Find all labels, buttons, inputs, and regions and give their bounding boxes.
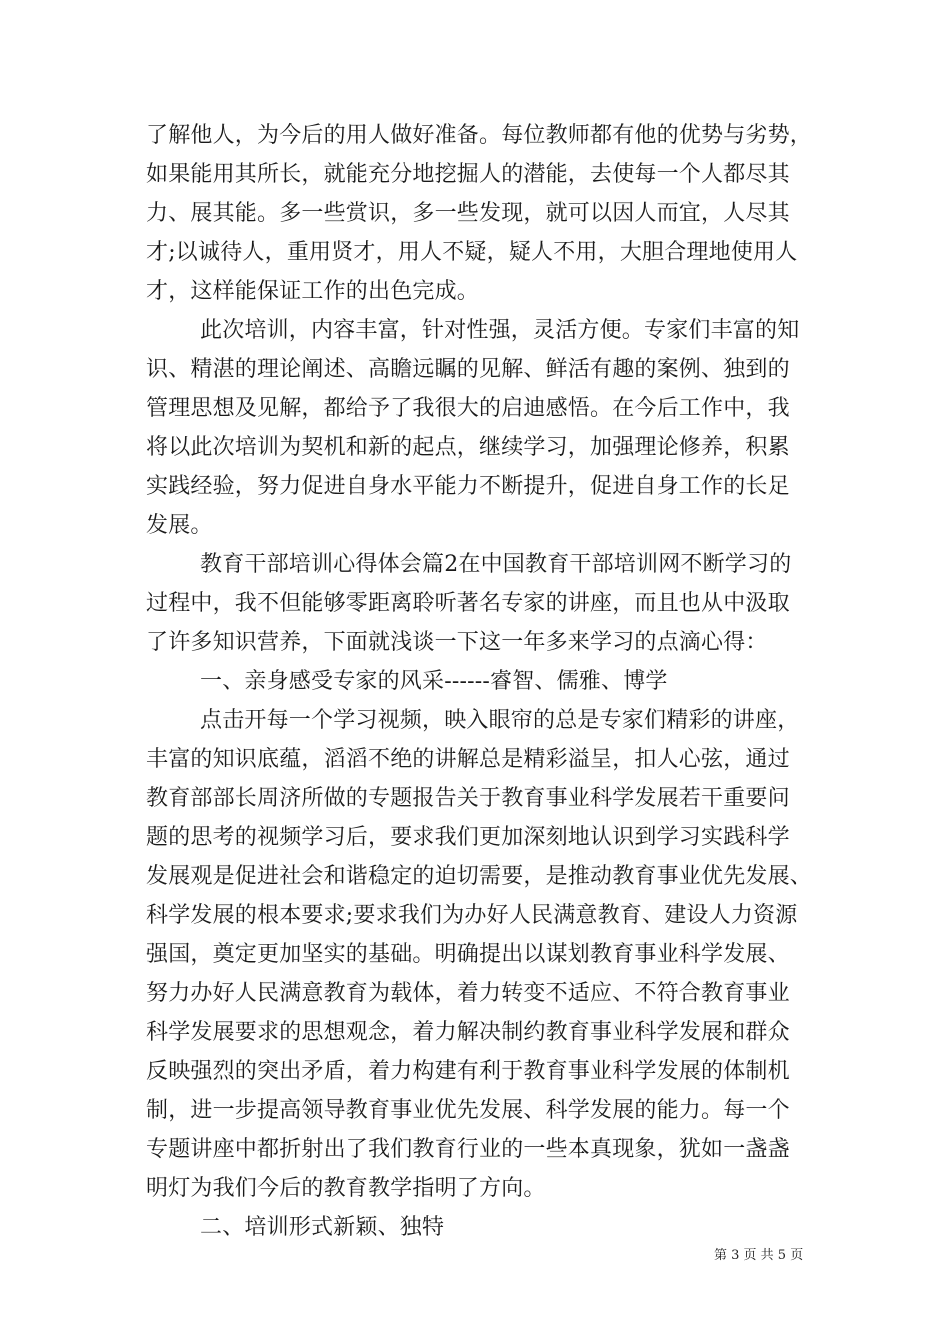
text-line: 过程中，我不但能够零距离聆听著名专家的讲座，而且也从中汲取 (146, 591, 790, 616)
text-line: 才，这样能保证工作的出色完成。 (146, 279, 480, 304)
text-line: 点击开每一个学习视频，映入眼帘的总是专家们精彩的讲座， (200, 708, 800, 733)
text-line: 丰富的知识底蕴，滔滔不绝的讲解总是精彩溢呈，扣人心弦，通过 (146, 747, 790, 772)
text-line: 此次培训，内容丰富，针对性强，灵活方便。专家们丰富的知 (200, 318, 800, 343)
text-line: 科学发展的根本要求;要求我们为办好人民满意教育、建设人力资源 (146, 903, 798, 928)
text-line: 如果能用其所长，就能充分地挖掘人的潜能，去使每一个人都尽其 (146, 162, 790, 187)
text-line: 发展。 (146, 513, 213, 538)
section-heading: 一、亲身感受专家的风采------睿智、儒雅、博学 (200, 669, 668, 694)
text-line: 识、精湛的理论阐述、高瞻远瞩的见解、鲜活有趣的案例、独到的 (146, 357, 790, 382)
text-line: 努力办好人民满意教育为载体，着力转变不适应、不符合教育事业 (146, 981, 790, 1006)
text-line: 了许多知识营养，下面就浅谈一下这一年多来学习的点滴心得： (146, 630, 768, 655)
text-line: 科学发展要求的思想观念，着力解决制约教育事业科学发展和群众 (146, 1020, 790, 1045)
text-line: 题的思考的视频学习后，要求我们更加深刻地认识到学习实践科学 (146, 825, 790, 850)
text-line: 反映强烈的突出矛盾，着力构建有利于教育事业科学发展的体制机 (146, 1059, 790, 1084)
text-line: 将以此次培训为契机和新的起点，继续学习，加强理论修养，积累 (146, 435, 790, 460)
text-line: 管理思想及见解，都给予了我很大的启迪感悟。在今后工作中，我 (146, 396, 790, 421)
text-line: 强国，奠定更加坚实的基础。明确提出以谋划教育事业科学发展、 (146, 942, 790, 967)
text-line: 明灯为我们今后的教育教学指明了方向。 (146, 1176, 546, 1201)
text-line: 教育干部培训心得体会篇2在中国教育干部培训网不断学习的 (200, 552, 792, 577)
text-line: 教育部部长周济所做的专题报告关于教育事业科学发展若干重要问 (146, 786, 790, 811)
text-line: 力、展其能。多一些赏识，多一些发现，就可以因人而宜，人尽其 (146, 201, 790, 226)
text-line: 制，进一步提高领导教育事业优先发展、科学发展的能力。每一个 (146, 1098, 790, 1123)
section-heading: 二、培训形式新颖、独特 (200, 1215, 445, 1240)
page-number: 第 3 页 共 5 页 (714, 1248, 804, 1263)
text-line: 了解他人，为今后的用人做好准备。每位教师都有他的优势与劣势， (146, 123, 813, 148)
text-line: 专题讲座中都折射出了我们教育行业的一些本真现象，犹如一盏盏 (146, 1137, 790, 1162)
text-line: 发展观是促进社会和谐稳定的迫切需要，是推动教育事业优先发展、 (146, 864, 813, 889)
text-line: 实践经验，努力促进自身水平能力不断提升，促进自身工作的长足 (146, 474, 790, 499)
text-line: 才;以诚待人，重用贤才，用人不疑，疑人不用，大胆合理地使用人 (146, 240, 798, 265)
